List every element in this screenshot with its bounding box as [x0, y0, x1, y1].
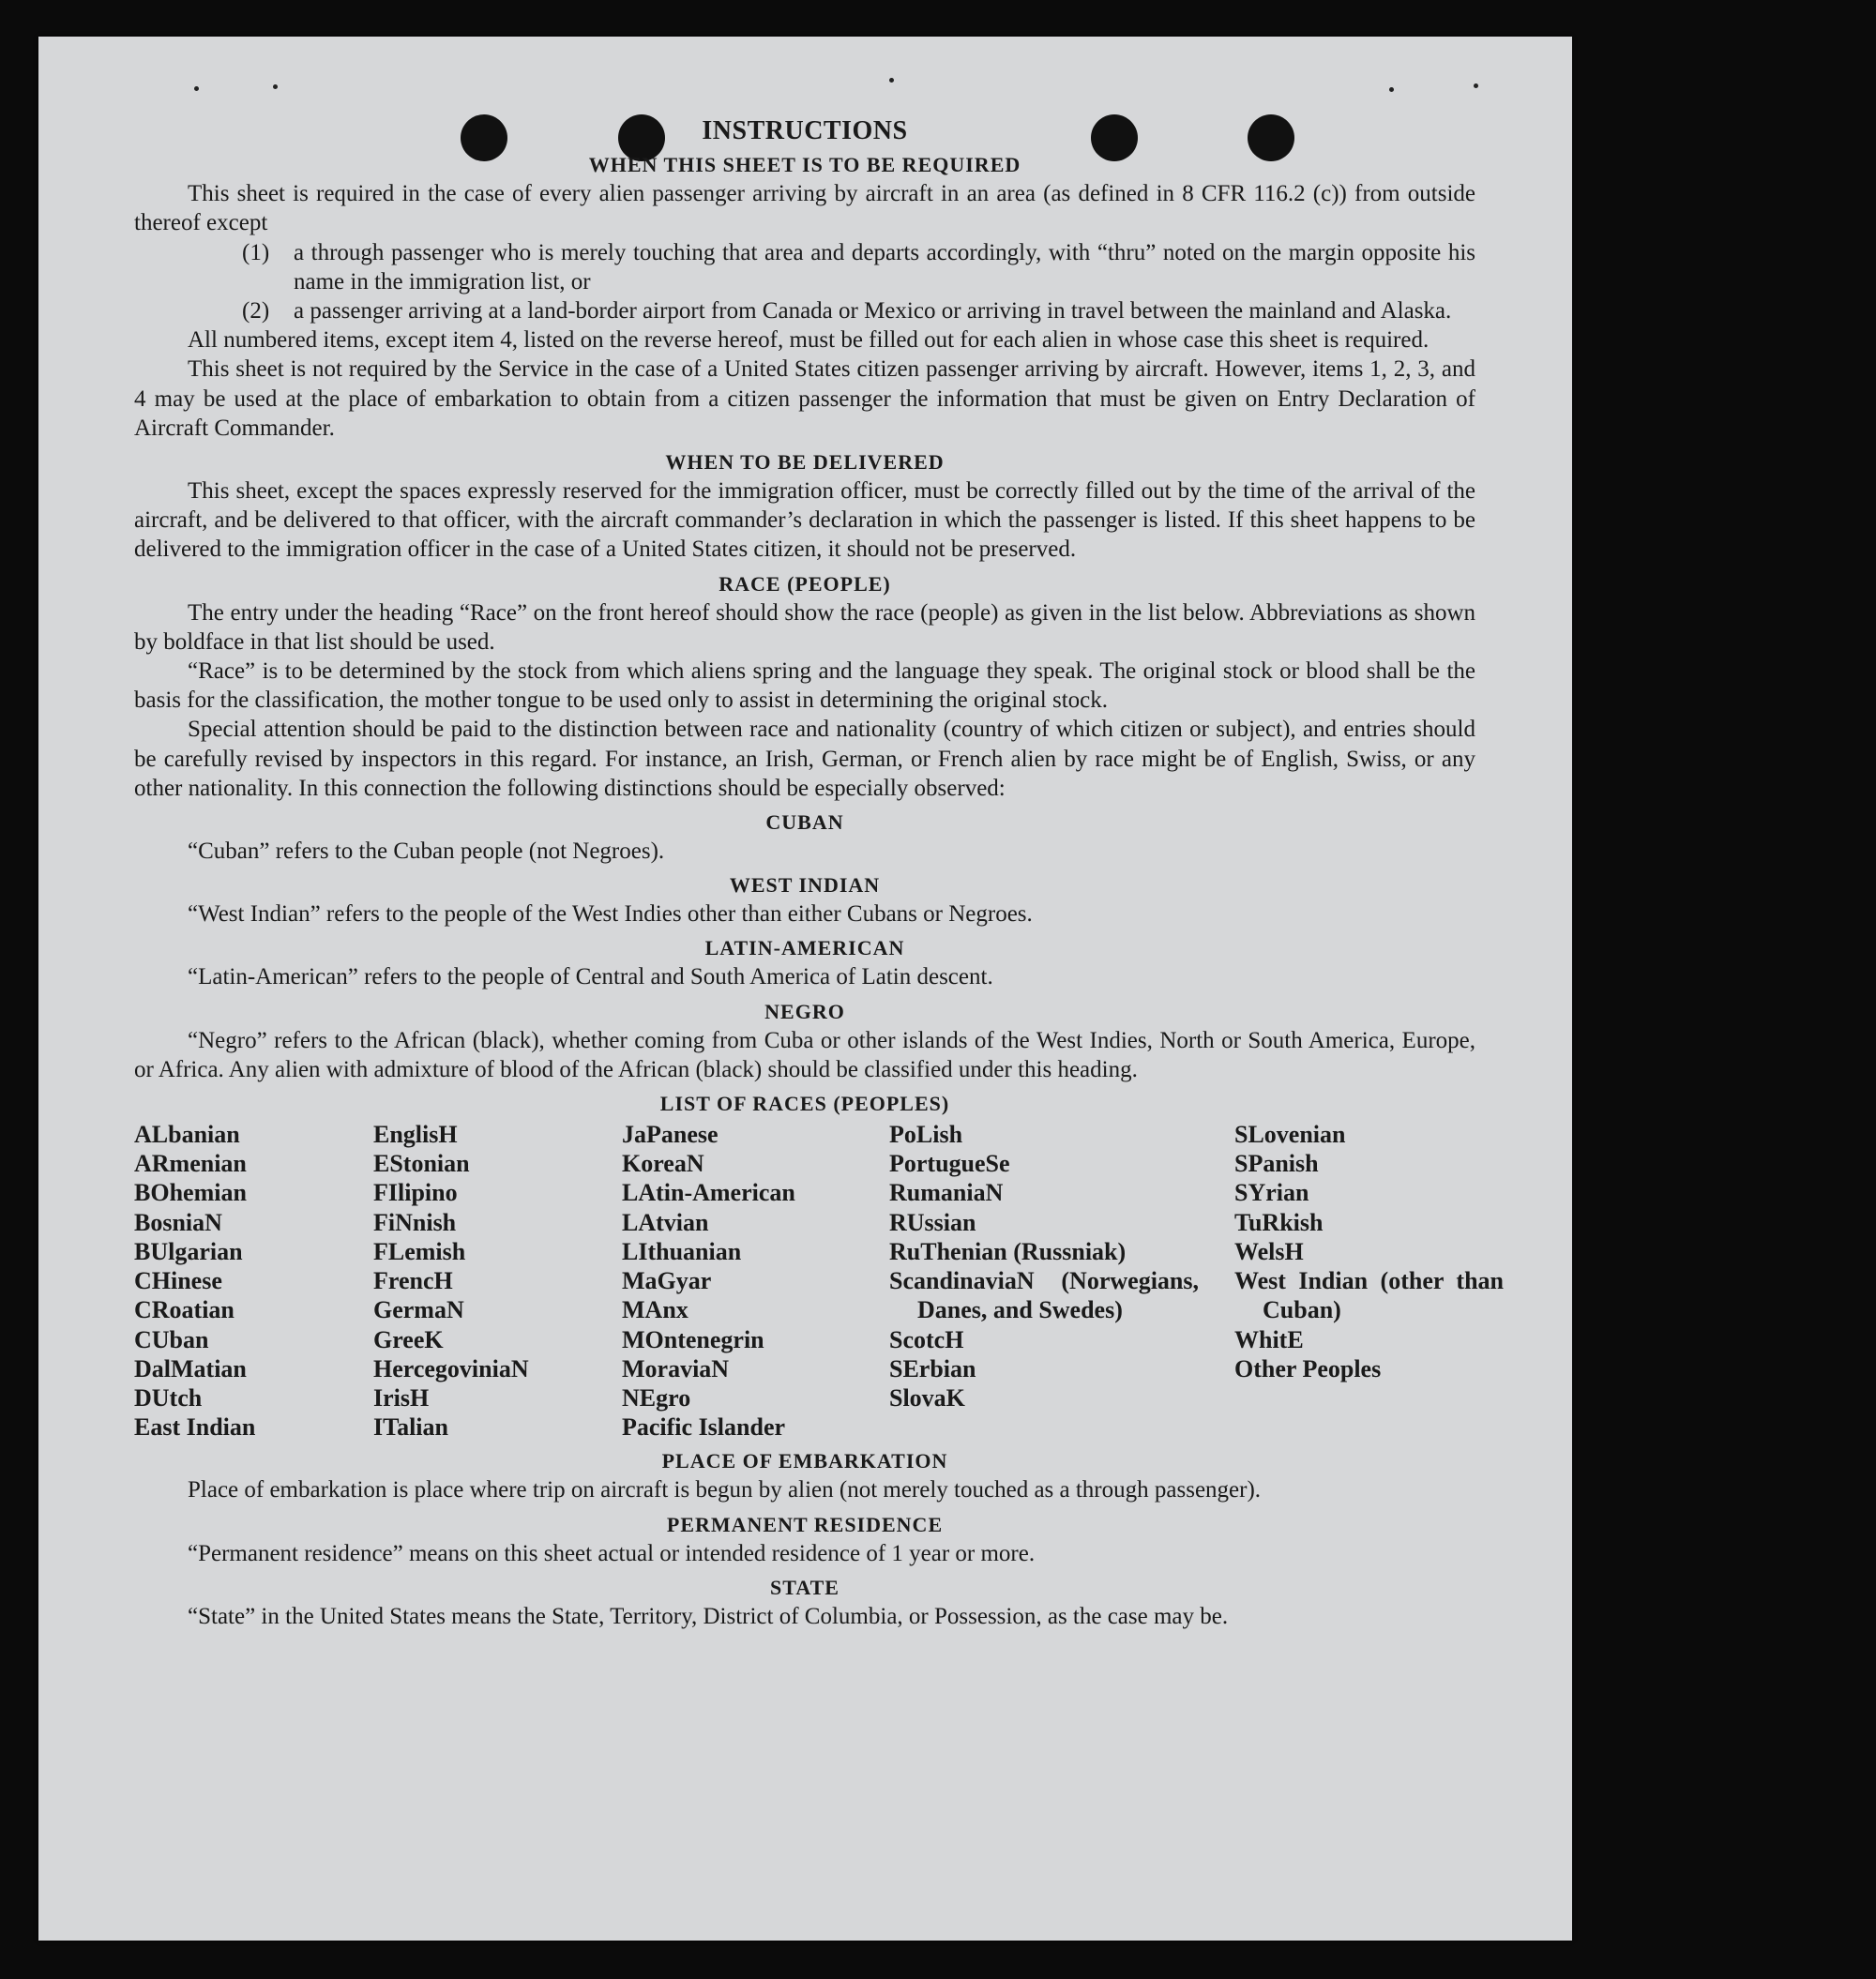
race-entry: SYrian [1234, 1179, 1309, 1207]
race-entry: ScandinaviaN (Norwegians, Danes, and Swedes) [889, 1267, 1199, 1324]
section-heading: WEST INDIAN [729, 873, 881, 898]
race-entry: WelsH [1234, 1237, 1304, 1265]
race-entry: West Indian (other than Cuban) [1234, 1267, 1504, 1324]
race-entry: MaGyar [622, 1267, 712, 1295]
section-heading: LIST OF RACES (PEOPLES) [659, 1092, 950, 1116]
race-entry: MoraviaN [622, 1354, 730, 1382]
race-column [134, 1120, 373, 1442]
speck [1389, 87, 1394, 92]
race-entry: FIlipino [373, 1179, 458, 1207]
instructions-text [134, 111, 1504, 1631]
race-entry: RUssian [889, 1208, 976, 1236]
speck [273, 84, 278, 89]
race-list [134, 1120, 1504, 1442]
race-entry: MOntenegrin [622, 1325, 764, 1353]
race-entry: NEgro [622, 1383, 691, 1412]
race-entry: SlovaK [889, 1383, 965, 1412]
race-entry: HercegoviniaN [373, 1354, 529, 1382]
race-entry: DUtch [134, 1383, 203, 1412]
race-entry: EnglisH [373, 1121, 458, 1149]
race-entry: BOhemian [134, 1179, 247, 1207]
race-entry: EStonian [373, 1150, 470, 1178]
item-text: a passenger arriving at a land-border airport from Canada or Mexico or arriving in travel between the mainland and Alaska. [294, 298, 1452, 325]
race-entry: LIthuanian [622, 1237, 742, 1265]
section-heading: NEGRO [764, 999, 845, 1023]
paragraph: Special attention should be paid to the distinction between race and nationality (country of which citizen or subject), and entries should be carefully revised by inspectors in this regard. For instance, an Irish, German, or French alien by race might be of English, Swiss, or any other nationality. In this connection the following distinctions should be especially observed: [134, 717, 1475, 801]
paragraph: “Negro” refers to the African (black), whether coming from Cuba or other islands of the West Indies, North or South America, Europe, or Africa. Any alien with admixture of blood of the African (black) should be classified under this heading. [134, 1027, 1475, 1082]
paragraph: “West Indian” refers to the people of the West Indies other than either Cubans or Negroes. [188, 901, 1033, 928]
paragraph: This sheet is required in the case of every alien passenger arriving by aircraft in an area (as defined in 8 CFR 116.2 (c)) from outside thereof except [134, 181, 1475, 236]
race-entry: ITalian [373, 1413, 448, 1442]
paragraph: “Permanent residence” means on this sheet actual or intended residence of 1 year or more. [188, 1540, 1036, 1566]
paragraph: “Latin-American” refers to the people of Central and South America of Latin descent. [188, 964, 993, 990]
item-text: a through passenger who is merely touching that area and departs accordingly, with “thru” noted on the margin opposite his name in the immigration list, or [294, 239, 1475, 295]
paragraph: “State” in the United States means the State, Territory, District of Columbia, or Possession, as the case may be. [188, 1603, 1229, 1629]
race-entry: Pacific Islander [622, 1413, 786, 1442]
race-column [889, 1120, 1234, 1442]
speck [194, 86, 199, 91]
race-entry: CUban [134, 1325, 209, 1353]
paragraph: “Cuban” refers to the Cuban people (not Negroes). [188, 838, 665, 865]
race-entry: SLovenian [1234, 1121, 1346, 1149]
paragraph: All numbered items, except item 4, listed on the reverse hereof, must be filled out for each alien in whose case this sheet is required. [188, 327, 1430, 354]
race-entry: LAtvian [622, 1208, 709, 1236]
race-entry: BUlgarian [134, 1237, 243, 1265]
race-entry: DalMatian [134, 1354, 247, 1382]
speck [1474, 83, 1478, 88]
section-heading: PERMANENT RESIDENCE [666, 1512, 944, 1536]
race-entry: ScotcH [889, 1325, 964, 1353]
section-heading: PLACE OF EMBARKATION [661, 1449, 948, 1473]
race-entry: FLemish [373, 1237, 466, 1265]
race-entry: FiNnish [373, 1208, 457, 1236]
race-entry: KoreaN [622, 1150, 704, 1178]
section-heading: LATIN-AMERICAN [704, 936, 905, 960]
race-entry: Other Peoples [1234, 1354, 1382, 1382]
race-entry: RuThenian (Russniak) [889, 1237, 1127, 1265]
race-entry: JaPanese [622, 1121, 719, 1149]
section-heading: CUBAN [765, 810, 844, 835]
race-entry: IrisH [373, 1383, 430, 1412]
section-heading: WHEN TO BE DELIVERED [665, 450, 945, 475]
race-entry: WhitE [1234, 1325, 1304, 1353]
race-entry: CRoatian [134, 1296, 234, 1324]
list-item [242, 238, 1475, 296]
race-entry: SPanish [1234, 1150, 1319, 1178]
race-column [1234, 1120, 1504, 1442]
race-entry: BosniaN [134, 1208, 222, 1236]
race-entry: MAnx [622, 1296, 688, 1324]
race-entry: FrencH [373, 1267, 453, 1295]
paragraph: Place of embarkation is place where trip on aircraft is begun by alien (not merely touched as a through passenger). [188, 1477, 1262, 1503]
race-entry: PortugueSe [889, 1150, 1010, 1178]
speck [889, 78, 894, 83]
item-number: (2) [242, 298, 270, 325]
race-entry: ALbanian [134, 1121, 240, 1149]
race-column [622, 1120, 889, 1442]
section-heading: RACE (PEOPLE) [719, 571, 891, 596]
paragraph: “Race” is to be determined by the stock from which aliens spring and the language they speak. The original stock or blood shall be the basis for the classification, the mother tongue to be used only to assist in determining the original stock. [134, 658, 1475, 714]
race-entry: TuRkish [1234, 1208, 1324, 1236]
section-heading: WHEN THIS SHEET IS TO BE REQUIRED [588, 153, 1021, 177]
paragraph: The entry under the heading “Race” on the front hereof should show the race (people) as given in the list below. Abbreviations as shown by boldface in that list should be used. [134, 599, 1475, 655]
race-entry: CHinese [134, 1267, 222, 1295]
paragraph: This sheet is not required by the Service in the case of a United States citizen passenger arriving by aircraft. However, items 1, 2, 3, and 4 may be used at the place of embarkation to obtain from a citizen passenger the information that must be given on Entry Declaration of Aircraft Commander. [134, 356, 1475, 441]
race-entry: LAtin-American [622, 1179, 795, 1207]
race-entry: GreeK [373, 1325, 444, 1353]
race-entry: East Indian [134, 1413, 256, 1442]
race-column [373, 1120, 622, 1442]
section-heading: STATE [770, 1575, 840, 1599]
paragraph: This sheet, except the spaces expressly reserved for the immigration officer, must be correctly filled out by the time of the arrival of the aircraft, and be delivered to that officer, with the aircraft commander’s declaration in which the passenger is listed. If this sheet happens to be delivered to the immigration officer in the case of a United States citizen, it should not be preserved. [134, 478, 1475, 563]
race-entry: GermaN [373, 1296, 464, 1324]
race-entry: ARmenian [134, 1150, 247, 1178]
list-item [242, 296, 1475, 325]
item-number: (1) [242, 239, 270, 265]
race-entry: RumaniaN [889, 1179, 1004, 1207]
race-entry: PoLish [889, 1121, 963, 1149]
race-entry: SErbian [889, 1354, 976, 1382]
page-title: INSTRUCTIONS [702, 116, 908, 145]
